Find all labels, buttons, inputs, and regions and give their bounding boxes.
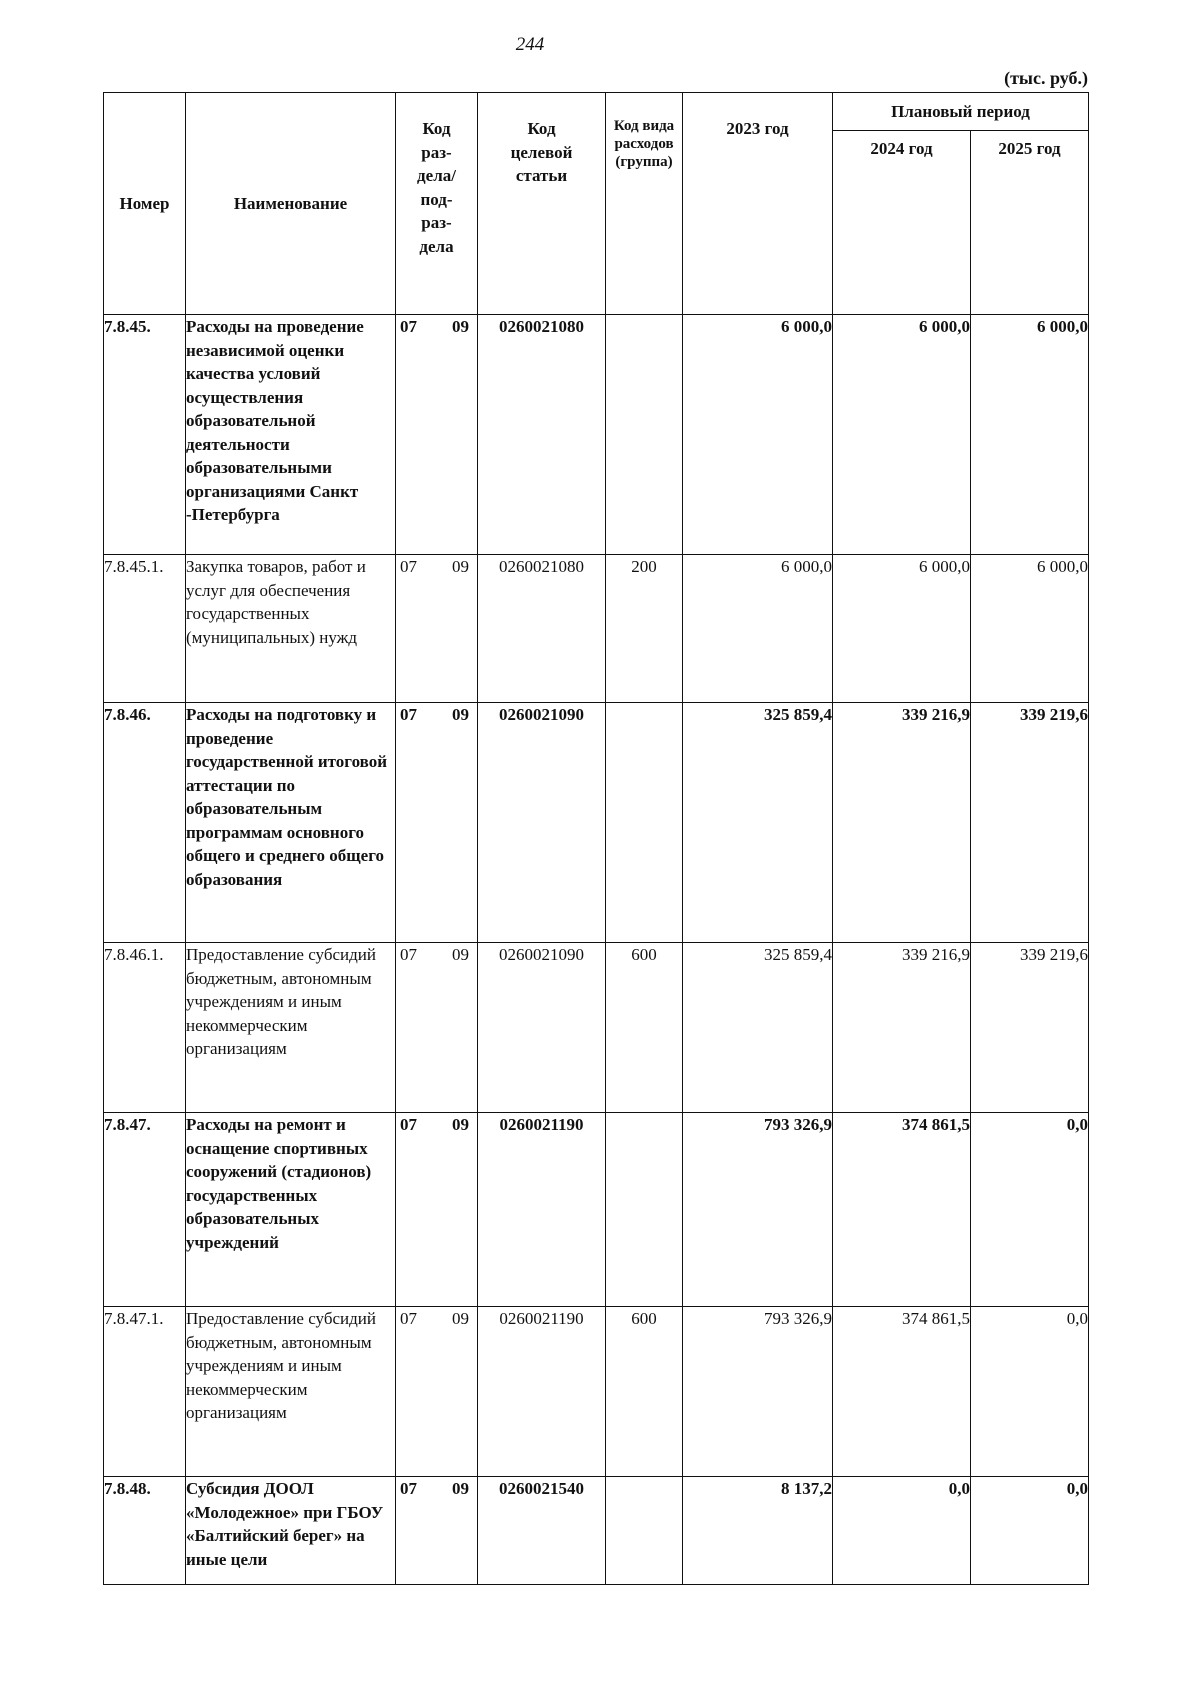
row-target-code: 0260021080 (478, 555, 606, 703)
table-body (104, 315, 1089, 1585)
row-target-code: 0260021080 (478, 315, 606, 555)
row-section: 07 (400, 945, 417, 964)
row-amount-2024: 0,0 (833, 1477, 971, 1585)
table-row (104, 1477, 1089, 1585)
row-number: 7.8.46.1. (104, 943, 186, 1113)
row-amount-2023: 325 859,4 (683, 943, 833, 1113)
table-row (104, 555, 1089, 703)
row-amount-2024: 374 861,5 (833, 1113, 971, 1307)
row-name: Предоставление субсидий бюджетным, автономным учреждениям и иным некоммерческим организациям (186, 1307, 396, 1477)
row-subsection: 09 (452, 1479, 469, 1498)
row-section-code (396, 703, 478, 943)
row-target-code: 0260021190 (478, 1307, 606, 1477)
header-2023: 2023 год (683, 93, 833, 315)
row-name: Расходы на подготовку и проведение государственной итоговой аттестации по образовательным программам основного общего и среднего общего образования (186, 703, 396, 943)
row-amount-2025: 339 219,6 (971, 943, 1089, 1113)
table-row (104, 943, 1089, 1113)
table-row (104, 1113, 1089, 1307)
row-number: 7.8.48. (104, 1477, 186, 1585)
page-number: 244 (515, 34, 545, 55)
row-expense-group: 200 (606, 555, 683, 703)
row-section: 07 (400, 1479, 417, 1498)
row-name: Закупка товаров, работ и услуг для обеспечения государственных (муниципальных) нужд (186, 555, 396, 703)
row-amount-2023: 6 000,0 (683, 555, 833, 703)
row-number: 7.8.47.1. (104, 1307, 186, 1477)
row-subsection: 09 (452, 1115, 469, 1134)
table-row (104, 703, 1089, 943)
header-name: Наименование (186, 93, 396, 315)
row-amount-2025: 0,0 (971, 1113, 1089, 1307)
row-expense-group (606, 1477, 683, 1585)
row-section: 07 (400, 1309, 417, 1328)
row-section-code (396, 1307, 478, 1477)
row-number: 7.8.45. (104, 315, 186, 555)
row-expense-group: 600 (606, 1307, 683, 1477)
row-section-code (396, 1113, 478, 1307)
row-amount-2024: 339 216,9 (833, 943, 971, 1113)
units-label: (тыс. руб.) (1004, 68, 1088, 88)
row-amount-2025: 6 000,0 (971, 315, 1089, 555)
row-expense-group (606, 1113, 683, 1307)
row-amount-2023: 325 859,4 (683, 703, 833, 943)
row-amount-2023: 793 326,9 (683, 1113, 833, 1307)
row-name: Субсидия ДООЛ «Молодежное» при ГБОУ «Балтийский берег» на иные цели (186, 1477, 396, 1585)
row-number: 7.8.45.1. (104, 555, 186, 703)
row-section-code (396, 943, 478, 1113)
row-section: 07 (400, 317, 417, 336)
row-section: 07 (400, 557, 417, 576)
row-section-code (396, 555, 478, 703)
row-name: Расходы на ремонт и оснащение спортивных сооружений (стадионов) государственных образовательных учреждений (186, 1113, 396, 1307)
header-expense-type: Код вида расходов (группа) (606, 93, 683, 315)
row-subsection: 09 (452, 705, 469, 724)
row-amount-2024: 374 861,5 (833, 1307, 971, 1477)
row-expense-group (606, 703, 683, 943)
row-section: 07 (400, 705, 417, 724)
row-subsection: 09 (452, 557, 469, 576)
row-number: 7.8.46. (104, 703, 186, 943)
row-amount-2025: 339 219,6 (971, 703, 1089, 943)
row-number: 7.8.47. (104, 1113, 186, 1307)
header-2024: 2024 год (833, 131, 971, 315)
row-amount-2025: 0,0 (971, 1477, 1089, 1585)
header-number: Номер (104, 93, 186, 315)
table-row (104, 315, 1089, 555)
row-amount-2024: 6 000,0 (833, 555, 971, 703)
header-section-code: Код раз-дела/ под-раз-дела (396, 93, 478, 315)
row-subsection: 09 (452, 945, 469, 964)
row-amount-2023: 8 137,2 (683, 1477, 833, 1585)
row-subsection: 09 (452, 1309, 469, 1328)
row-amount-2023: 793 326,9 (683, 1307, 833, 1477)
row-section-code (396, 1477, 478, 1585)
header-planning-period: Плановый период (833, 93, 1089, 131)
row-amount-2025: 0,0 (971, 1307, 1089, 1477)
row-amount-2025: 6 000,0 (971, 555, 1089, 703)
row-amount-2024: 339 216,9 (833, 703, 971, 943)
row-target-code: 0260021190 (478, 1113, 606, 1307)
header-target-code: Код целевой статьи (478, 93, 606, 315)
row-expense-group (606, 315, 683, 555)
row-section-code (396, 315, 478, 555)
row-name: Расходы на проведение независимой оценки качества условий осуществления образовательной деятельности образовательными организациями Санкт -Петербурга (186, 315, 396, 555)
table-row (104, 1307, 1089, 1477)
row-amount-2023: 6 000,0 (683, 315, 833, 555)
row-section: 07 (400, 1115, 417, 1134)
row-target-code: 0260021090 (478, 943, 606, 1113)
budget-table (103, 92, 1089, 1585)
header-2025: 2025 год (971, 131, 1089, 315)
row-name: Предоставление субсидий бюджетным, автономным учреждениям и иным некоммерческим организациям (186, 943, 396, 1113)
row-target-code: 0260021540 (478, 1477, 606, 1585)
row-amount-2024: 6 000,0 (833, 315, 971, 555)
row-target-code: 0260021090 (478, 703, 606, 943)
row-expense-group: 600 (606, 943, 683, 1113)
row-subsection: 09 (452, 317, 469, 336)
